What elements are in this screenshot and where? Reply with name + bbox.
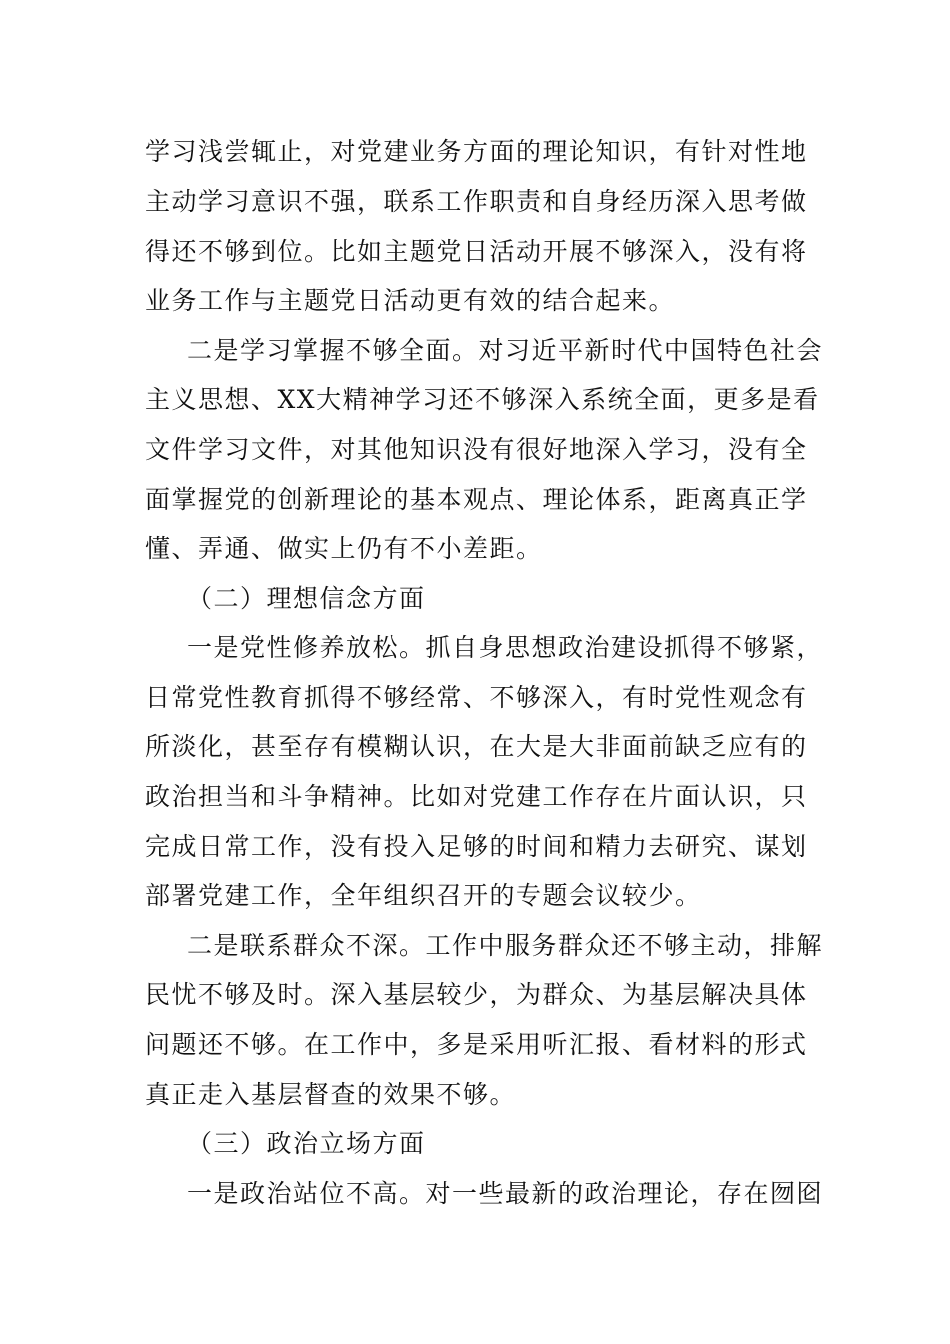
- paragraph-start-line: 二是联系群众不深。工作中服务群众还不够主动，排解: [187, 931, 824, 960]
- text-line: 业务工作与主题党日活动更有效的结合起来。: [145, 286, 676, 315]
- text-line: 懂、弄通、做实上仍有不小差距。: [145, 534, 543, 563]
- text-line: 真正走入基层督查的效果不够。: [145, 1080, 517, 1109]
- text-line: 面掌握党的创新理论的基本观点、理论体系，距离真正学: [145, 485, 808, 514]
- paragraph-start-line: 一是政治站位不高。对一些最新的政治理论，存在囫囵: [187, 1179, 824, 1208]
- section-heading: （二）理想信念方面: [187, 584, 426, 613]
- text-line: 政治担当和斗争精神。比如对党建工作存在片面认识，只: [145, 782, 808, 811]
- paragraph-start-line: 一是党性修养放松。抓自身思想政治建设抓得不够紧，: [187, 633, 824, 662]
- paragraph-start-line: 二是学习掌握不够全面。对习近平新时代中国特色社会: [187, 336, 824, 365]
- text-line: 学习浅尝辄止，对党建业务方面的理论知识，有针对性地: [145, 137, 808, 166]
- text-line: 文件学习文件，对其他知识没有很好地深入学习，没有全: [145, 435, 808, 464]
- text-line: 所淡化，甚至存有模糊认识，在大是大非面前缺乏应有的: [145, 732, 808, 761]
- section-heading: （三）政治立场方面: [187, 1129, 426, 1158]
- text-line: 主义思想、XX大精神学习还不够深入系统全面，更多是看: [145, 385, 820, 414]
- text-line: 日常党性教育抓得不够经常、不够深入，有时党性观念有: [145, 683, 808, 712]
- text-line: 主动学习意识不强，联系工作职责和自身经历深入思考做: [145, 187, 808, 216]
- text-line: 问题还不够。在工作中，多是采用听汇报、看材料的形式: [145, 1030, 808, 1059]
- text-line: 得还不够到位。比如主题党日活动开展不够深入，没有将: [145, 237, 808, 266]
- text-line: 民忧不够及时。深入基层较少，为群众、为基层解决具体: [145, 980, 808, 1009]
- text-line: 完成日常工作，没有投入足够的时间和精力去研究、谋划: [145, 832, 808, 861]
- text-line: 部署党建工作，全年组织召开的专题会议较少。: [145, 881, 702, 910]
